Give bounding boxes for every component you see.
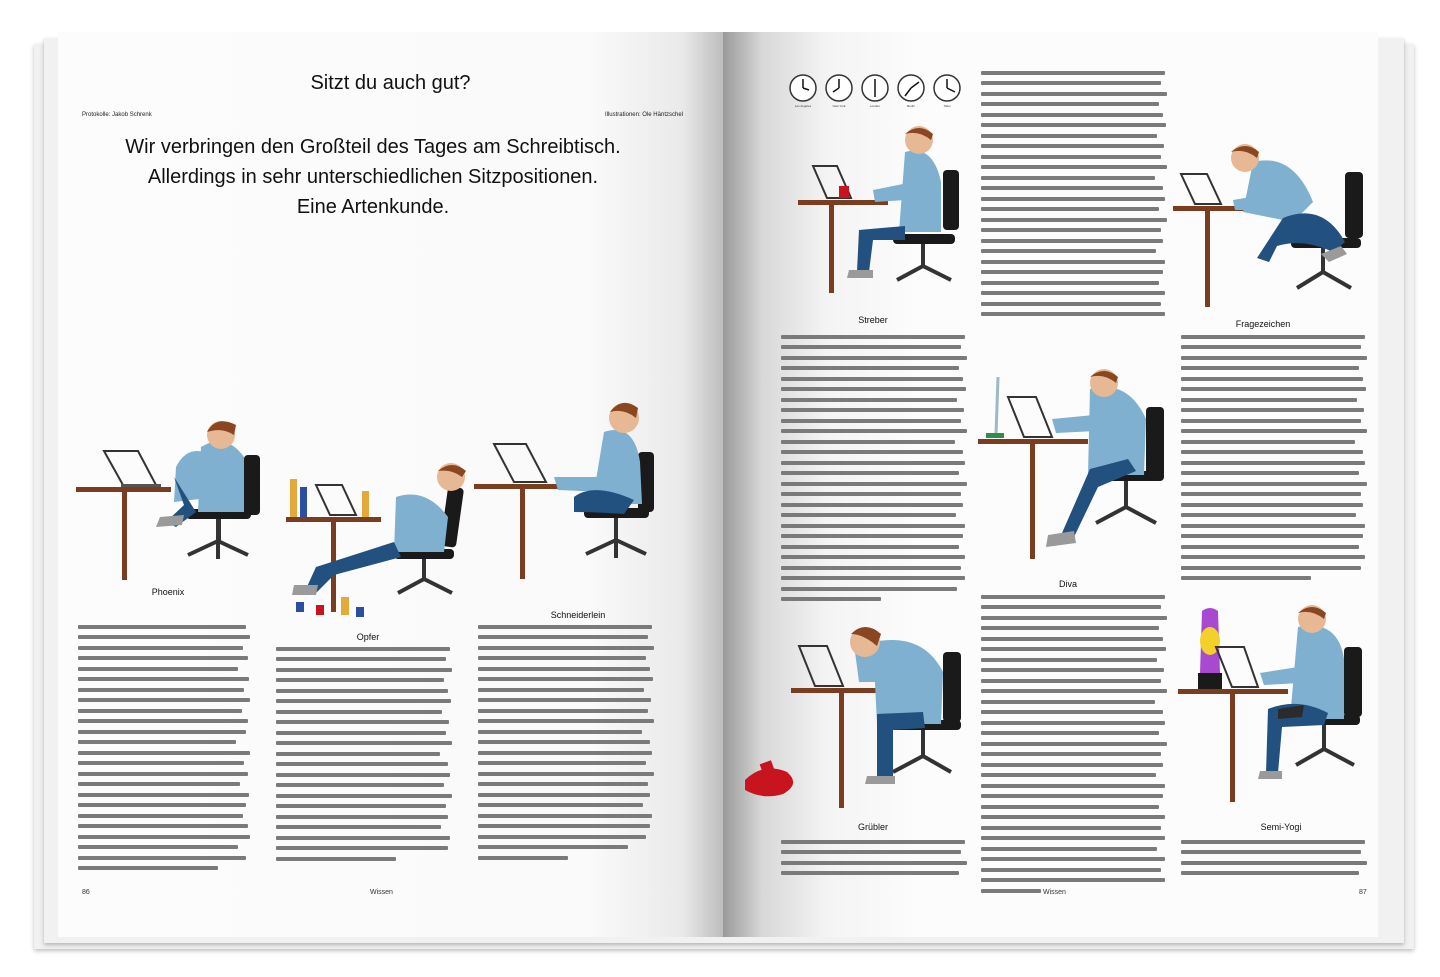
lead-line: Eine Artenkunde. <box>296 196 450 218</box>
illustration-schneiderlein <box>474 372 674 582</box>
illustration-diva <box>978 367 1178 567</box>
section-label-right: Wissen <box>1043 889 1066 896</box>
credit-illustrator: Illustrationen: Ole Häntzschel <box>604 112 683 118</box>
caption-streber: Streber <box>858 315 888 325</box>
illustration-streber <box>793 122 973 302</box>
clock-label: New York <box>832 104 846 108</box>
clock-label: Los Angeles <box>794 104 812 108</box>
article-title: Sitzt du auch gut? <box>310 72 471 94</box>
page-number-left: 86 <box>82 889 90 896</box>
caption-diva: Diva <box>1058 579 1077 589</box>
illustration-phoenix <box>76 387 276 587</box>
text-column <box>478 622 658 864</box>
article-lead <box>68 132 678 222</box>
illustration-opfer <box>276 457 476 627</box>
world-clocks <box>787 70 967 120</box>
text-column <box>1181 332 1371 584</box>
caption-schneiderlein: Schneiderlein <box>550 610 606 620</box>
illustration-semi-yogi <box>1178 597 1378 807</box>
illustration-fragezeichen <box>1173 142 1373 312</box>
text-column <box>981 68 1171 320</box>
caption-phoenix: Phoenix <box>151 587 185 597</box>
caption-gruebler: Grübler <box>857 822 888 832</box>
lead-line: Allerdings in sehr unterschiedlichen Sitzpositionen. <box>147 166 599 188</box>
lead-line: Wir verbringen den Großteil des Tages am Schreibtisch. <box>125 136 621 158</box>
clock-label: Tokio <box>943 104 951 108</box>
text-column <box>1181 837 1371 879</box>
caption-opfer: Opfer <box>356 632 380 642</box>
illustration-gruebler <box>743 612 973 812</box>
left-page <box>58 32 723 937</box>
text-column <box>981 592 1171 897</box>
text-column <box>781 837 971 879</box>
clock-label: Berlin <box>907 104 915 108</box>
text-column <box>78 622 253 874</box>
right-page <box>723 32 1378 937</box>
clock-label: London <box>869 104 880 108</box>
caption-semi-yogi: Semi-Yogi <box>1260 822 1302 832</box>
caption-fragezeichen: Fragezeichen <box>1235 319 1291 329</box>
text-column <box>276 644 456 865</box>
page-number-right: 87 <box>1359 889 1367 896</box>
section-label-left: Wissen <box>370 889 393 896</box>
credit-author: Protokolle: Jakob Schrenk <box>82 112 152 118</box>
clock-labels <box>787 104 967 112</box>
text-column <box>781 332 971 605</box>
